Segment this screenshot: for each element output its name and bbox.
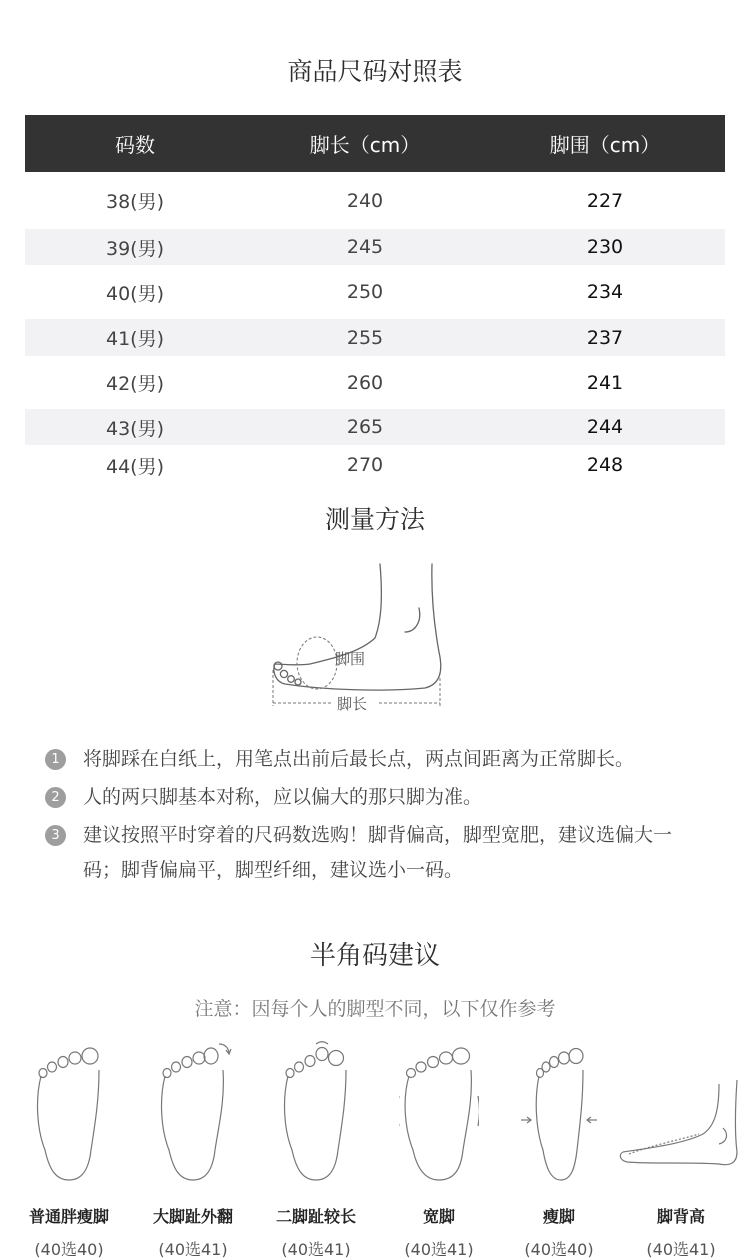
girth-cell: 237 [485,319,725,356]
measure-steps [45,742,735,891]
size-cell: 40(男) [105,282,164,305]
length-cell: 270 [346,454,384,476]
length-cell: 250 [346,281,384,303]
foot-type-name: 脚背高 [656,1207,705,1226]
step-text: 将脚踩在白纸上，用笔点出前后最长点，两点间距离为正常脚长。 [83,748,635,770]
foot-type-narrow [497,1040,621,1260]
length-cell: 245 [245,229,485,265]
foot-type-name: 普通胖瘦脚 [28,1207,109,1226]
step-number-badge: 2 [45,787,66,808]
foot-type-name: 大脚趾外翻 [152,1207,233,1226]
long-second-toe-foot-icon [276,1040,356,1186]
size-chart-header-row [25,115,725,172]
foot-type-pick: (40选41) [281,1240,351,1259]
header-foot-length: 脚长（cm） [245,115,485,172]
foot-type-name: 宽脚 [422,1207,455,1226]
table-row [25,172,725,229]
size-cell: 43(男) [25,409,245,445]
foot-type-normal [7,1040,131,1260]
foot-measure-diagram-icon [265,560,455,720]
length-label: 脚长 [337,695,368,713]
header-size: 码数 [25,115,245,172]
girth-cell: 227 [586,189,624,212]
foot-type-pick: (40选41) [646,1240,716,1259]
size-cell: 42(男) [105,373,164,395]
foot-type-pick: (40选41) [404,1240,474,1259]
length-cell: 265 [245,409,485,445]
step-1 [45,742,735,777]
foot-type-list [0,1040,750,1259]
girth-cell: 244 [485,409,725,445]
girth-cell: 230 [485,229,725,265]
table-row [25,409,725,445]
length-cell: 255 [245,319,485,356]
foot-type-high-instep [619,1040,743,1260]
length-cell: 240 [346,189,384,212]
high-instep-foot-icon [619,1040,743,1186]
size-cell: 44(男) [105,455,164,478]
girth-label: 脚围 [335,650,366,668]
narrow-foot-icon [519,1040,599,1186]
table-row [25,229,725,265]
foot-type-name: 瘦脚 [542,1207,575,1226]
step-3 [45,818,703,888]
size-cell: 39(男) [25,229,245,265]
foot-type-bunion [131,1040,255,1260]
recommend-title: 半角码建议 [309,941,440,971]
table-row [25,265,725,319]
header-foot-girth: 脚围（cm） [485,115,725,172]
length-cell: 260 [346,371,384,394]
step-text: 建议按照平时穿着的尺码数选购！脚背偏高，脚型宽肥，建议选偏大一码；脚背偏扁平，脚型纤细，建议选小一码。 [83,824,673,881]
normal-foot-icon [29,1040,109,1186]
measure-title: 测量方法 [324,505,425,534]
girth-cell: 241 [586,371,624,394]
size-chart-table [25,115,725,485]
girth-cell: 248 [586,454,624,476]
table-row [25,356,725,409]
foot-type-name: 二脚趾较长 [275,1207,356,1226]
step-number-badge: 1 [45,749,66,770]
girth-cell: 234 [586,281,624,303]
foot-type-pick: (40选40) [524,1240,594,1259]
step-2 [45,780,735,815]
recommend-note: 注意：因每个人的脚型不同，以下仅作参考 [194,998,556,1020]
step-number-badge: 3 [45,825,66,846]
foot-type-pick: (40选41) [158,1240,228,1259]
table-row [25,319,725,356]
foot-type-long-second-toe [254,1040,378,1260]
size-chart-title: 商品尺码对照表 [287,57,463,86]
table-row [25,445,725,485]
foot-type-wide [377,1040,501,1260]
size-cell: 41(男) [25,319,245,356]
wide-foot-icon [399,1040,479,1186]
step-text: 人的两只脚基本对称，应以偏大的那只脚为准。 [83,786,483,808]
size-cell: 38(男) [105,191,164,213]
bunion-foot-icon [153,1040,233,1186]
foot-type-pick: (40选40) [34,1240,104,1259]
